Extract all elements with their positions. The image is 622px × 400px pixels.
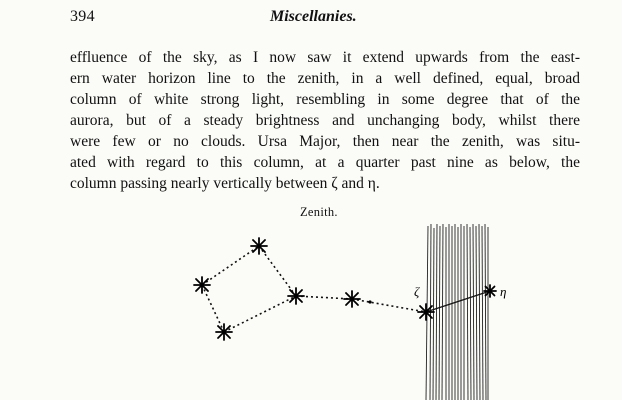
figure-caption: Zenith. bbox=[300, 205, 338, 219]
page-number: 394 bbox=[70, 8, 95, 25]
constellation-lines bbox=[202, 246, 490, 332]
running-title: Miscellanies. bbox=[270, 8, 357, 25]
star-zeta bbox=[418, 304, 434, 320]
star bbox=[288, 288, 304, 304]
text-line: aurora, but of a steady brightness and unchanging body, whilst there bbox=[70, 112, 580, 129]
star-eta bbox=[484, 285, 496, 297]
text-line: ated with regard to this column, at a quarter past nine as below, the bbox=[70, 154, 580, 171]
eta-label: η bbox=[500, 284, 507, 299]
text-line: were few or no clouds. Ursa Major, then near the zenith, was situ- bbox=[70, 133, 580, 150]
zeta-label: ζ bbox=[414, 284, 420, 299]
text-line: ern water horizon line to the zenith, in a well defined, equal, broad bbox=[70, 70, 580, 87]
line-dot bbox=[368, 300, 371, 303]
star bbox=[194, 277, 210, 293]
light-column bbox=[426, 224, 488, 400]
text-line: column passing nearly vertically between ζ and η. bbox=[70, 175, 380, 192]
star bbox=[251, 238, 267, 254]
star bbox=[344, 291, 360, 307]
text-line: effluence of the sky, as I now saw it extend upwards from the east- bbox=[70, 49, 580, 66]
text-line: column of white strong light, resembling in some degree that of the bbox=[70, 91, 580, 108]
star bbox=[216, 324, 232, 340]
